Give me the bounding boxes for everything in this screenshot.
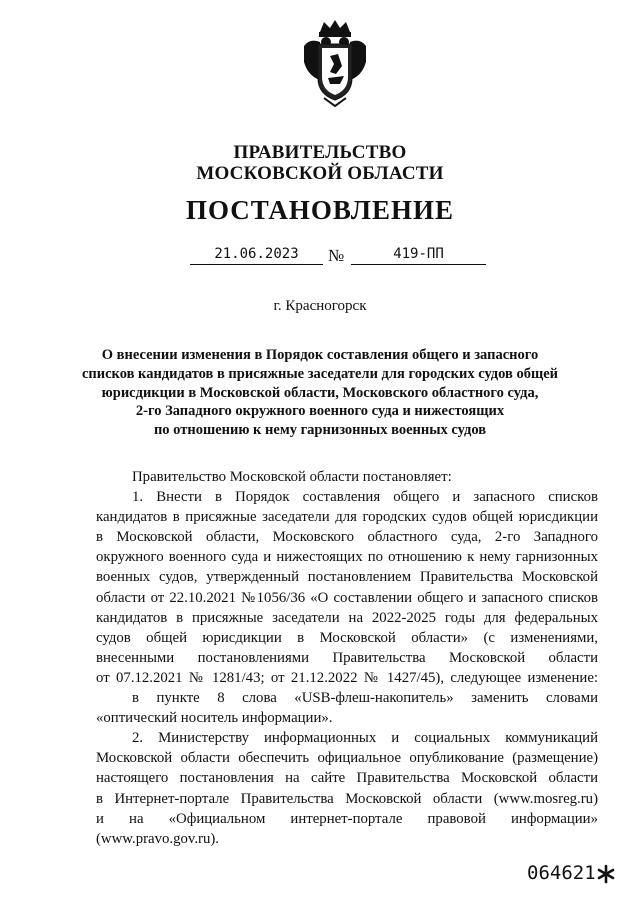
body-line: в Интернет-портале Правительства Московской области (www.mosreg.ru) [96, 790, 598, 807]
heading-line: списков кандидатов в присяжные заседатели для городских судов общей [81, 365, 559, 382]
body-line: Московской области обеспечить официальное опубликование (размещение) [96, 750, 598, 767]
body-line: 2. Министерству информационных и социальных коммуникаций [132, 730, 598, 747]
heading-line: О внесении изменения в Порядок составления общего и запасного [101, 347, 539, 363]
body-line: (www.pravo.gov.ru). [96, 830, 219, 847]
government-title-line-1: ПРАВИТЕЛЬСТВО [233, 142, 407, 163]
body-line: от 07.12.2021 № 1281/43; от 21.12.2022 № 1427/45), следующее изменение: [96, 669, 598, 686]
body-line: окружного военного суда и нижестоящих по отношению к нему гарнизонных [96, 549, 598, 566]
body-line: кандидатов в присяжные заседатели для городских судов общей юрисдикции [96, 509, 598, 526]
document-date: 21.06.2023 [190, 244, 323, 265]
body-line: и на «Официальном интернет-портале правовой информации» [96, 810, 598, 827]
document-heading [80, 346, 560, 440]
document-number: 419-ПП [351, 244, 486, 265]
serial-number: 064621 [527, 862, 596, 884]
government-title-line-2: МОСКОВСКОЙ ОБЛАСТИ [196, 163, 444, 184]
asterisk-icon [596, 864, 616, 884]
document-type: ПОСТАНОВЛЕНИЕ [185, 195, 455, 225]
city: г. Красногорск [273, 298, 367, 314]
coat-of-arms-icon [300, 18, 370, 108]
body-line: внесенными постановлениями Правительства Московской области [96, 649, 598, 666]
heading-line: юрисдикции в Московской области, Московского областного суда, [101, 384, 539, 401]
body-line: судов общей юрисдикции в Московской области» (с изменениями, [96, 629, 598, 646]
body-line: в пункте 8 слова «USB-флеш-накопитель» заменить словами [132, 690, 598, 707]
document-body [96, 467, 598, 849]
body-line: настоящего постановления на сайте Правительства Московской области [96, 770, 598, 787]
body-line: в Московской области, Московского областного суда, 2-го Западного [96, 529, 598, 546]
body-line: «оптический носитель информации». [96, 710, 333, 727]
body-line: Правительство Московской области постановляет: [132, 469, 452, 485]
body-line: области от 22.10.2021 №1056/36 «О составлении общего и запасного списков [96, 589, 598, 606]
body-line: военных судов, утвержденный постановлением Правительства Московской [96, 569, 598, 586]
body-line: кандидатов в присяжные заседатели на 2022-2025 годы для федеральных [96, 609, 598, 626]
number-sign: № [328, 246, 345, 265]
heading-line: по отношению к нему гарнизонных военных судов [153, 422, 487, 439]
body-line: 1. Внести в Порядок составления общего и запасного списков [132, 489, 598, 506]
heading-line: 2-го Западного окружного военного суда и нижестоящих [135, 403, 505, 420]
